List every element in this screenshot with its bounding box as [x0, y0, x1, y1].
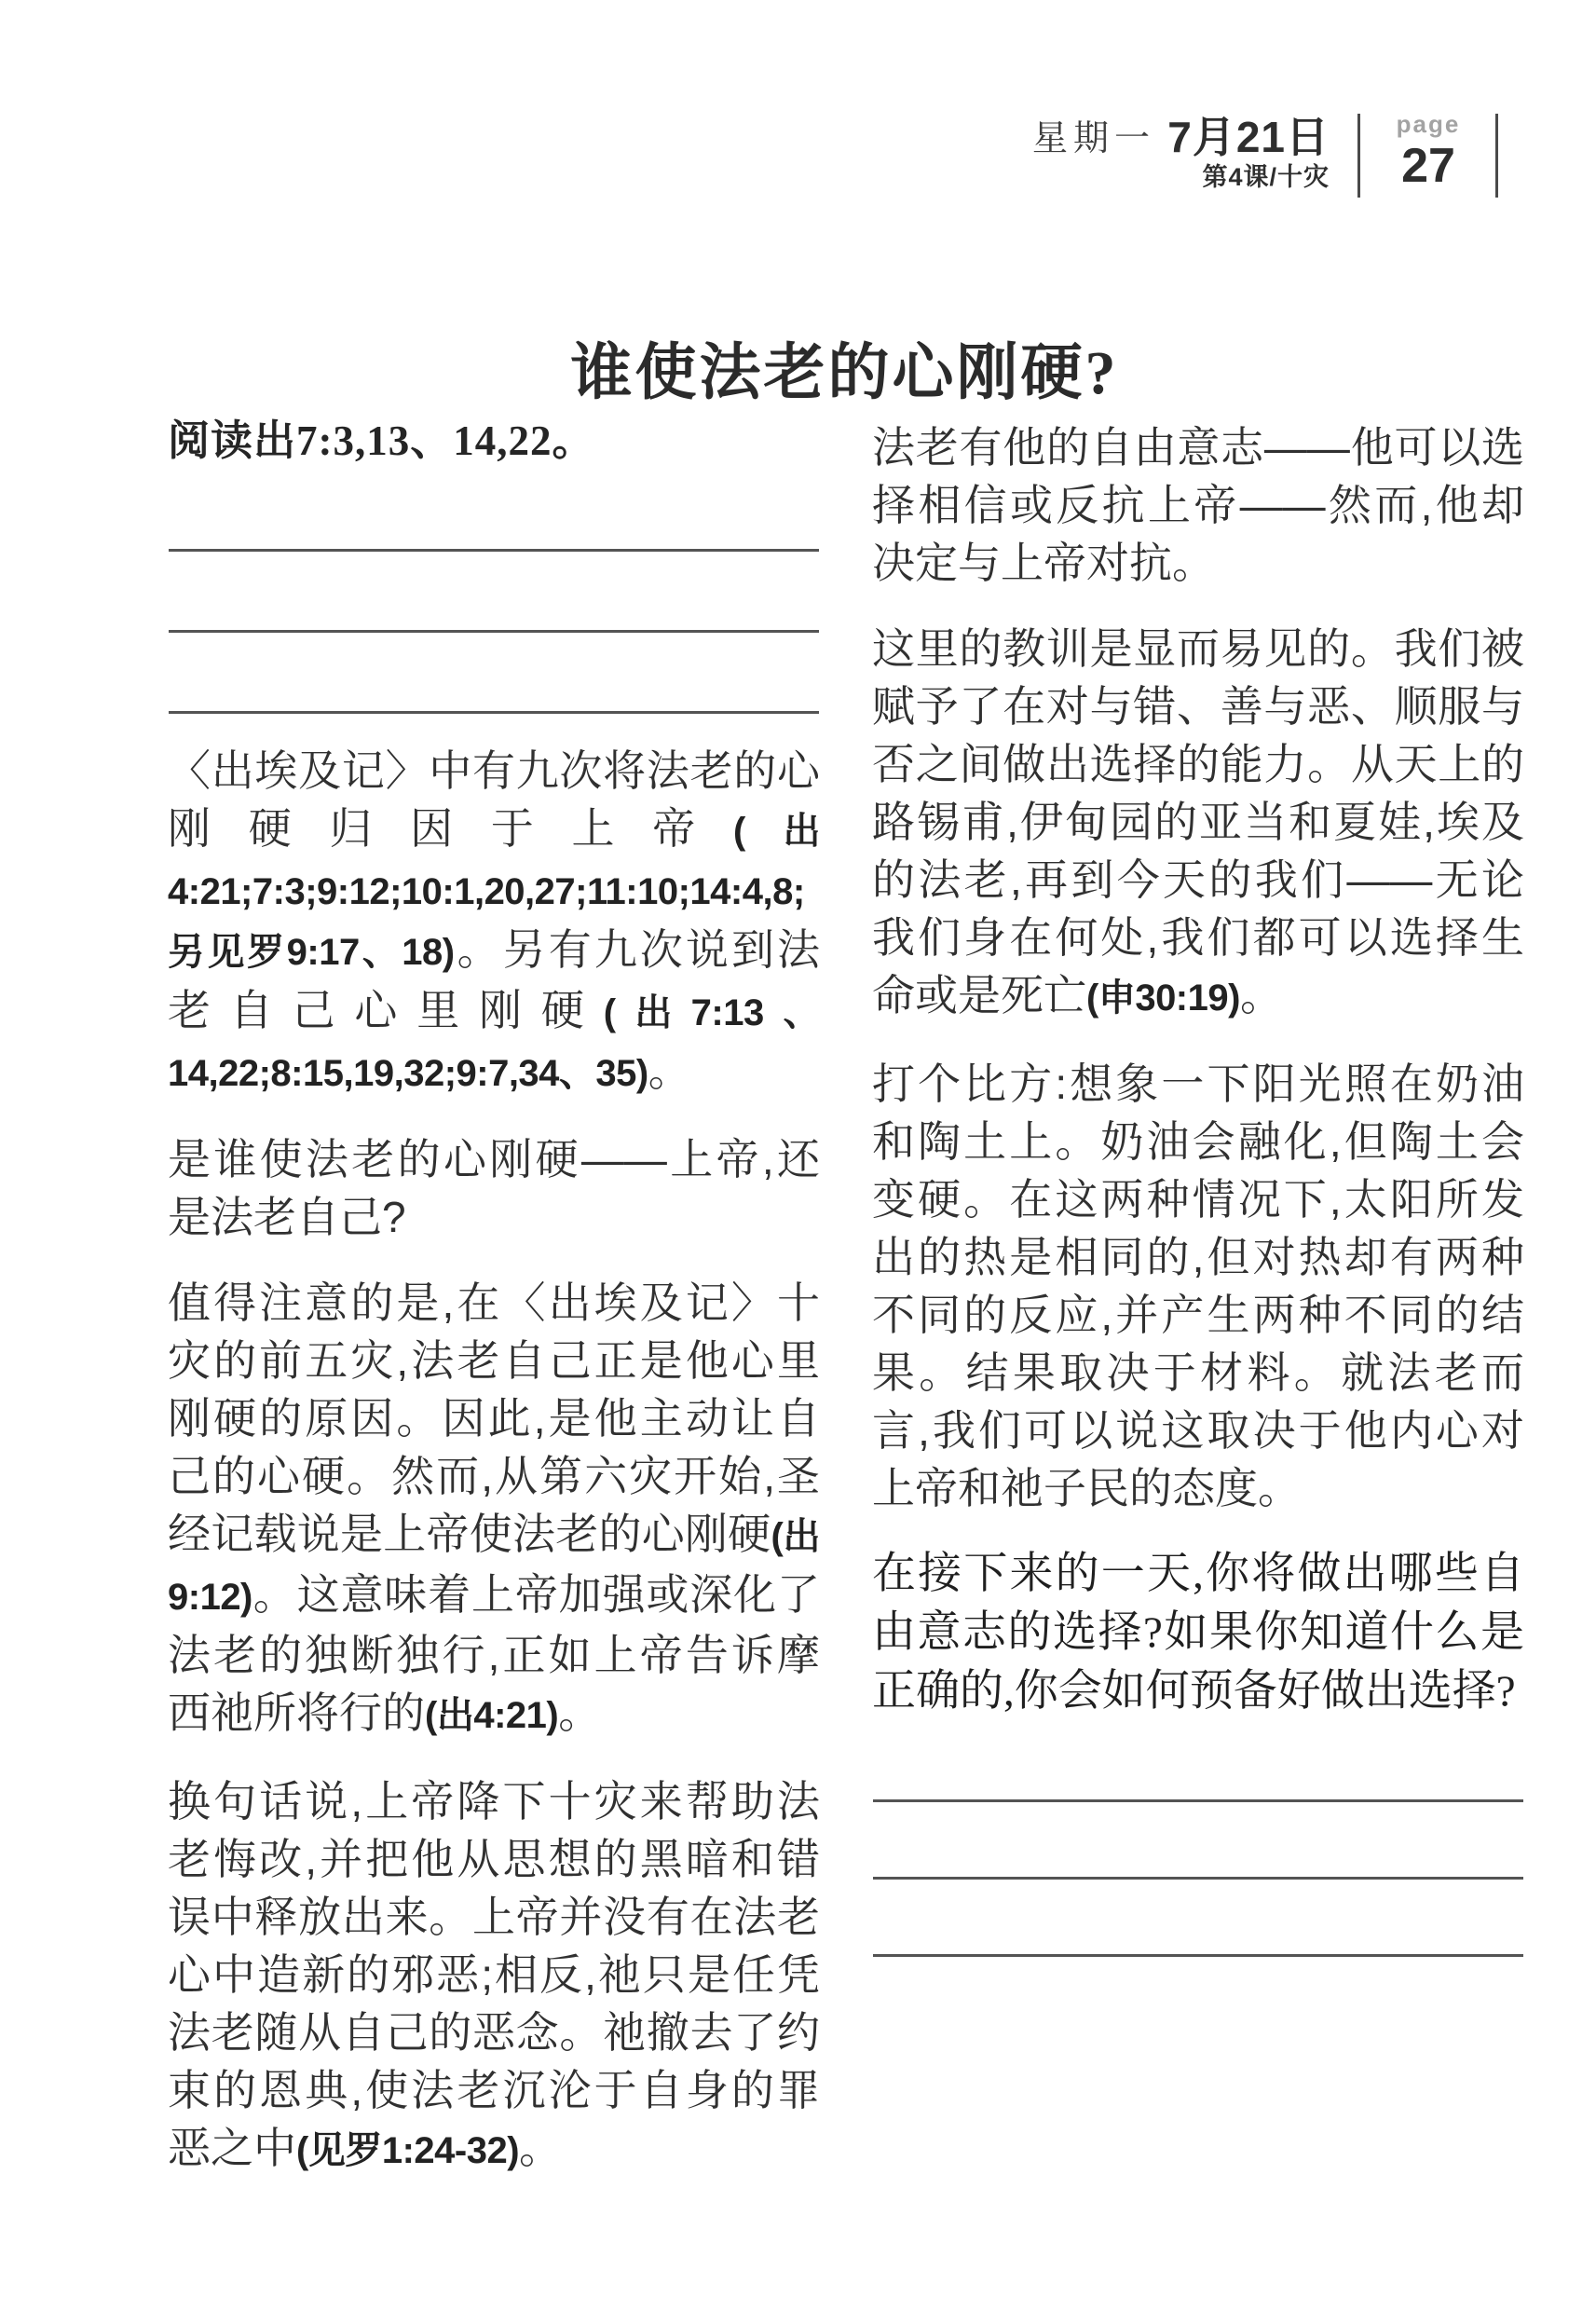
header-date: 7月21日: [1167, 113, 1330, 161]
paragraph-text: 值得注意的是,在〈出埃及记〉十灾的前五灾,法老自己正是他心里刚硬的原因。因此,是他主动让自己的心硬。然而,从第六灾开始,圣经记载说是上帝使法老的心刚硬: [168, 1279, 820, 1558]
paragraph-text: 法老有他的自由意志——他可以选择相信或反抗上帝——然而,他却决定与上帝对抗。: [872, 423, 1524, 587]
writing-line: [169, 711, 819, 714]
right-column: [872, 418, 1524, 1721]
header-weekday: 星期一: [1032, 119, 1156, 158]
scripture-reference: (出4:21): [425, 1695, 559, 1736]
scripture-reference: (见罗1:24-32): [296, 2130, 520, 2171]
page-label: page: [1396, 110, 1461, 138]
header-date-block: [1132, 114, 1330, 192]
header-divider-right: [1495, 114, 1498, 198]
paragraph: [168, 1772, 820, 2180]
paragraph-text: 。: [648, 1046, 691, 1095]
paragraph-text: 〈出埃及记〉中有九次将法老的心刚硬归因于上帝: [168, 746, 820, 853]
scripture-reference: (出7:13、14,22;8:15,19,32;9:7,34、35): [168, 992, 820, 1094]
scripture-reference: (出4:21;7:3;9:12;10:1,20,27;11:10;14:4,8;另见罗9:17、18): [168, 811, 820, 973]
writing-line: [169, 549, 819, 552]
paragraph: [872, 1055, 1524, 1517]
paragraph: [872, 620, 1524, 1027]
header-divider-left: [1357, 114, 1360, 198]
paragraph: [168, 742, 820, 1102]
paragraph-text: 。这意味着上帝加强或深化了法老的独断独行,正如上帝告诉摩西祂所将行的: [168, 1570, 820, 1737]
page-title: 谁使法老的心刚硬?: [570, 339, 1119, 408]
paragraph-text: 。: [1239, 971, 1283, 1019]
page-number: 27: [1401, 139, 1455, 193]
writing-lines-right: [873, 1799, 1523, 1967]
writing-lines-left: [169, 549, 819, 717]
paragraph-text: 换句话说,上帝降下十灾来帮助法老悔改,并把他从思想的黑暗和错误中释放出来。上帝并没有在法老心中造新的邪恶;相反,祂只是任凭法老随从自己的恶念。祂撤去了约束的恩典,使法老沉沦于自身的罪恶之中: [168, 1777, 820, 2172]
paragraph-text: 在接下来的一天,你将做出哪些自由意志的选择?如果你知道什么是正确的,你会如何预备好做出选择?: [872, 1550, 1524, 1716]
paragraph: [872, 418, 1524, 592]
paragraph-text: 。: [519, 2124, 563, 2172]
reading-instruction: 阅读出7:3,13、14,22。: [168, 417, 595, 464]
paragraph-text: 打个比方:想象一下阳光照在奶油和陶土上。奶油会融化,但陶土会变硬。在这两种情况下,太阳所发出的热是相同的,但对热却有两种不同的反应,并产生两种不同的结果。结果取决于材料。就法老而言,我们可以说这取决于他内心对上帝和祂子民的态度。: [872, 1060, 1524, 1512]
paragraph-text: 是谁使法老的心刚硬——上帝,还是法老自己?: [168, 1135, 820, 1241]
scripture-reference: (申30:19): [1086, 978, 1240, 1019]
paragraph: [168, 1274, 820, 1744]
writing-line: [873, 1877, 1523, 1880]
paragraph: [872, 1545, 1524, 1721]
writing-line: [873, 1799, 1523, 1802]
paragraph-text: 这里的教训是显而易见的。我们被赋予了在对与错、善与恶、顺服与否之间做出选择的能力。从天上的路锡甫,伊甸园的亚当和夏娃,埃及的法老,再到今天的我们——无论我们身在何处,我们都可以选择生命或是死亡: [872, 624, 1524, 1019]
paragraph-text: 。: [558, 1689, 602, 1737]
writing-line: [873, 1954, 1523, 1957]
page-number-block: [1368, 110, 1489, 192]
left-column: [168, 742, 820, 2180]
paragraph: [168, 1130, 820, 1246]
scripture-reference: (出9:12): [168, 1516, 821, 1618]
writing-line: [169, 630, 819, 633]
paragraph-text: 。另有九次说到法老自己心里刚硬: [168, 925, 821, 1034]
header-lesson: 第4课/十灾: [1202, 163, 1330, 191]
